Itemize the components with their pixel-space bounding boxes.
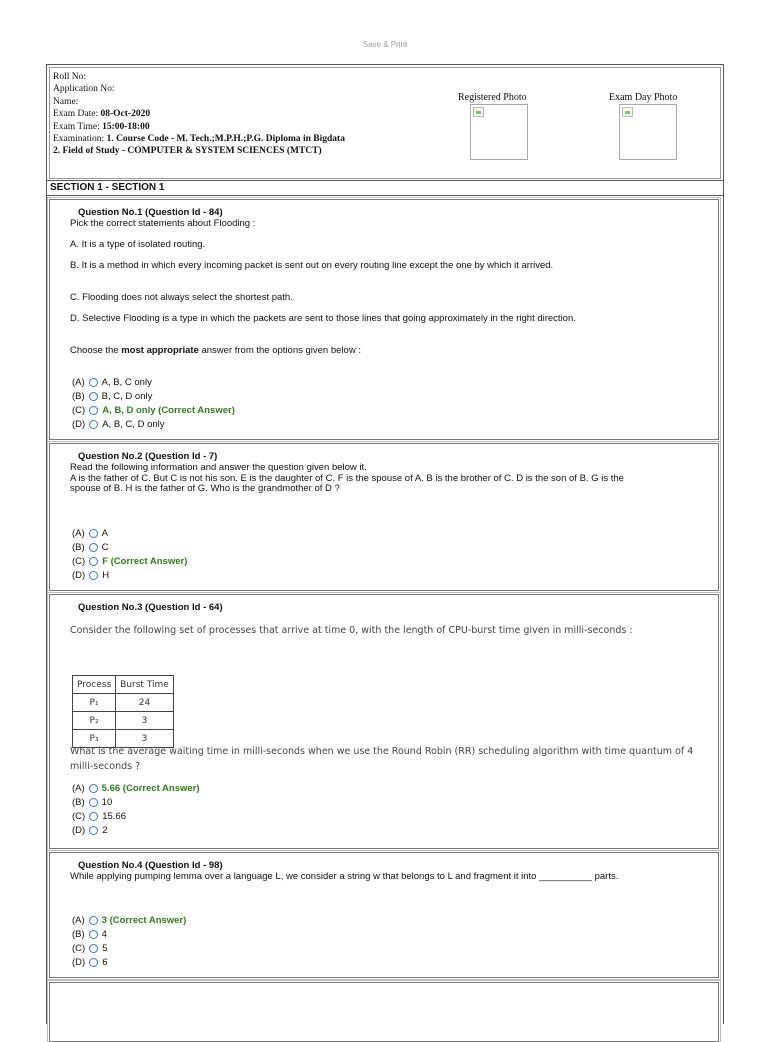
exam-date: Exam Date: 08-Oct-2020 [53,109,151,120]
registered-photo-label: Registered Photo [458,92,527,103]
table-cell: 24 [116,694,174,712]
field-of-study: 2. Field of Study - COMPUTER & SYSTEM SCIENCES (MTCT) [53,146,322,157]
correct-answer: 3 (Correct Answer) [101,915,187,926]
question-text-2: What is the average waiting time in milli-seconds when we use the Round Robin (RR) scheduling algorithm with time quantum of 4 milli-seconds ? [70,746,694,772]
candidate-info [53,71,363,158]
question-card-3 [49,594,719,849]
option-d: (D) H [72,570,110,581]
question-text: While applying pumping lemma over a language L, we consider a string w that belongs to L and fragment it into __________ parts. [70,871,619,882]
radio-button[interactable] [89,529,98,538]
table-cell: P₂ [73,712,116,730]
question-card-1 [49,199,719,440]
candidate-header [47,65,723,181]
table-row [73,694,174,712]
name-label: Name: [53,96,79,107]
option-d: (D) 2 [72,825,108,836]
option-b: (B) 4 [72,929,107,940]
table-cell: 3 [116,712,174,730]
radio-button[interactable] [89,420,98,429]
statement-b: B. It is a method in which every incoming packet is sent out on every routing line except the one by which it arrived. [70,260,554,271]
table-header: Burst Time [116,676,174,694]
question-card-4 [49,852,719,978]
table-cell: P₁ [73,694,116,712]
radio-button[interactable] [89,378,98,387]
radio-button[interactable] [89,392,98,401]
option-c: (C) A, B, D only (Correct Answer) [72,405,235,416]
question-title: Question No.3 (Question Id - 64) [78,602,223,613]
option-a: (A) 3 (Correct Answer) [72,915,187,926]
question-title: Question No.4 (Question Id - 98) [78,860,223,871]
option-a: (A) A, B, C only [72,377,152,388]
candidate-header-frame [49,67,721,179]
radio-button[interactable] [89,826,98,835]
option-b: (B) C [72,542,109,553]
response-sheet [46,64,724,1024]
table-row [73,712,174,730]
question-text: Read the following information and answer the question given below it. A is the father of C. But C is not his son. E is the daughter of C. F is the spouse of A. B is the brother of C. D is the son of B. G is the spouse of B. H is the father of G. Who is the grandmother of D ? [70,462,624,494]
burst-time-table [72,675,174,748]
question-card-5 [49,982,719,1042]
option-b: (B) 10 [72,797,113,808]
option-b: (B) B, C, D only [72,391,153,402]
radio-button[interactable] [89,571,98,580]
statement-d: D. Selective Flooding is a type in which the packets are sent to those lines that going approximately in the right direction. [70,313,576,324]
table-header-row [73,676,174,694]
option-a: (A) A [72,528,109,539]
question-text: Pick the correct statements about Flooding : [70,218,256,229]
radio-button[interactable] [89,784,98,793]
section-title: SECTION 1 - SECTION 1 [47,181,723,196]
correct-answer: F (Correct Answer) [102,556,188,567]
radio-button[interactable] [89,406,98,415]
question-text: Consider the following set of processes that arrive at time 0, with the length of CPU-burst time given in milli-seconds : [70,625,633,636]
radio-button[interactable] [89,930,98,939]
correct-answer: A, B, D only (Correct Answer) [102,405,235,416]
radio-button[interactable] [89,958,98,967]
option-a: (A) 5.66 (Correct Answer) [72,783,200,794]
question-title: Question No.2 (Question Id - 7) [78,451,218,462]
table-cell: 3 [116,730,174,748]
radio-button[interactable] [89,798,98,807]
correct-answer: 5.66 (Correct Answer) [101,783,200,794]
option-d: (D) A, B, C, D only [72,419,165,430]
question-title: Question No.1 (Question Id - 84) [78,207,223,218]
option-c: (C) 5 [72,943,108,954]
registered-photo [470,104,528,160]
radio-button[interactable] [89,557,98,566]
application-no-label: Application No: [53,84,115,95]
examination: Examination: 1. Course Code - M. Tech.;M.P.H.;P.G. Diploma in Bigdata [53,134,345,145]
exam-day-photo-label: Exam Day Photo [609,92,678,103]
broken-image-icon [473,107,484,117]
exam-time: Exam Time: 15:00-18:00 [53,121,150,132]
radio-button[interactable] [89,944,98,953]
option-c: (C) 15.66 [72,811,126,822]
radio-button[interactable] [89,812,98,821]
statement-c: C. Flooding does not always select the shortest path. [70,292,293,303]
exam-day-photo [619,104,677,160]
radio-button[interactable] [89,543,98,552]
question-card-2 [49,443,719,591]
table-header: Process [73,676,116,694]
radio-button[interactable] [89,916,98,925]
option-d: (D) 6 [72,957,108,968]
roll-no-label: Roll No: [53,72,86,82]
option-c: (C) F (Correct Answer) [72,556,188,567]
statement-a: A. It is a type of isolated routing. [70,239,206,250]
table-cell: P₃ [73,730,116,748]
save-print-link[interactable]: Save & Print [362,40,408,49]
choose-instruction: Choose the most appropriate answer from the options given below : [70,345,361,356]
broken-image-icon [622,107,633,117]
